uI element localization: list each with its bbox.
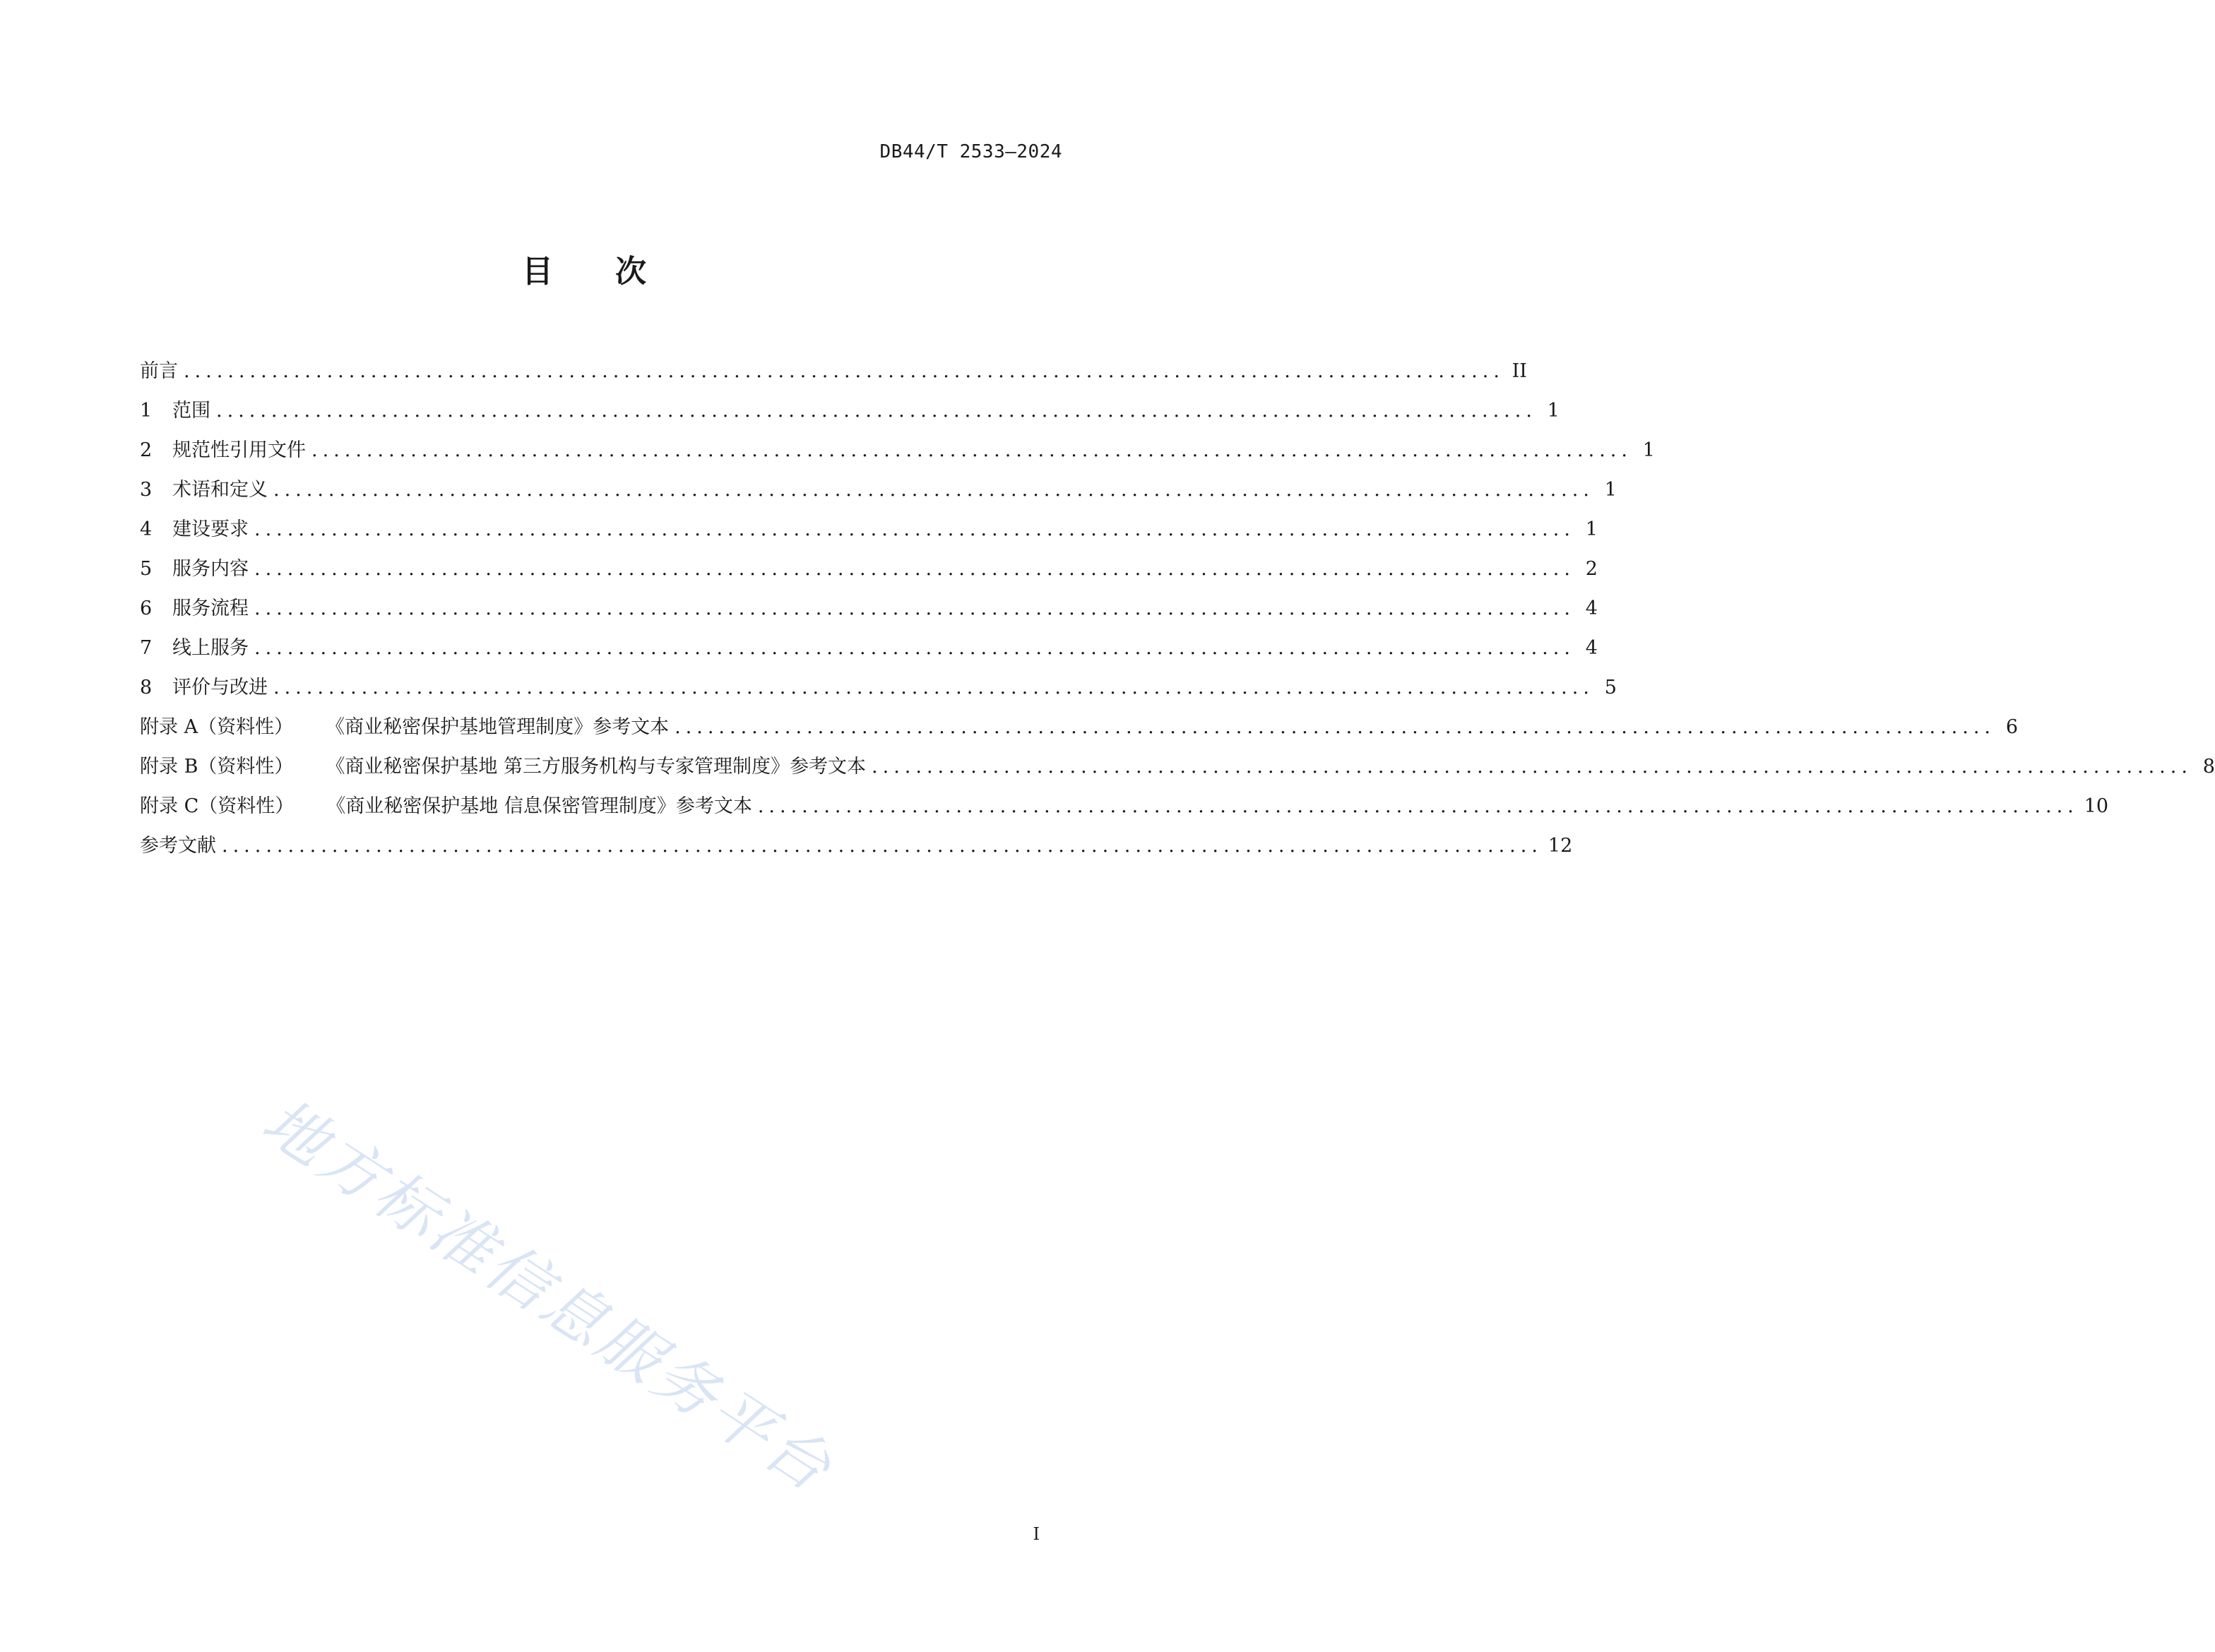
toc-page-number: 4: [1585, 637, 1598, 659]
toc-entry-number: 1: [140, 400, 153, 422]
document-code: DB44/T 2533—2024: [879, 141, 1062, 162]
toc-leader-dots: ........................................................................................................................: [872, 756, 2192, 778]
toc-page-number: 1: [1547, 400, 1560, 422]
toc-page-number: 12: [1548, 835, 1573, 857]
toc-entry-number: 3: [140, 479, 153, 501]
toc-leader-dots: ........................................................................................................................: [184, 360, 1504, 382]
toc-entry-prefix: 附录 B（资料性）: [140, 756, 294, 778]
toc-entry-service-process[interactable]: [140, 589, 1598, 629]
toc-entry-prefix: 附录 A（资料性）: [140, 716, 294, 738]
watermark: 地方标准信息服务平台: [250, 1084, 847, 1507]
toc-page-number: 4: [1585, 598, 1598, 619]
toc-entry-gap: [293, 708, 326, 747]
toc-entry-number: 8: [140, 677, 153, 699]
toc-entry-service-content[interactable]: [140, 549, 1598, 589]
toc-leader-dots: ........................................................................................................................: [311, 439, 1632, 461]
toc-page-number: 6: [2005, 716, 2018, 738]
toc-page-number: 1: [1642, 439, 1655, 461]
toc-leader-dots: ........................................................................................................................: [273, 677, 1594, 699]
toc-page-number: 8: [2202, 756, 2215, 778]
toc-entry-number: 4: [140, 518, 153, 540]
toc-entry-title: 前言: [140, 360, 178, 382]
toc-entry-terms-definitions[interactable]: [140, 470, 1617, 510]
toc-entry-number: 5: [140, 558, 153, 580]
toc-entry-title: 范围: [172, 400, 210, 422]
toc-leader-dots: ........................................................................................................................: [675, 716, 1995, 738]
toc-leader-dots: ........................................................................................................................: [254, 518, 1575, 540]
page-title: [0, 246, 1168, 291]
toc-entry-title: 《商业秘密保护基地 信息保密管理制度》参考文本: [326, 795, 752, 817]
toc-page-number: 2: [1585, 558, 1598, 580]
toc-entry-bibliography[interactable]: [140, 826, 1573, 866]
toc-entry-title: 建设要求: [172, 518, 249, 540]
toc-leader-dots: ........................................................................................................................: [222, 835, 1543, 857]
toc-entry-title: 《商业秘密保护基地管理制度》参考文本: [326, 716, 670, 738]
table-of-contents: [140, 352, 2215, 866]
toc-entry-title: 规范性引用文件: [172, 439, 306, 461]
toc-entry-title: 服务内容: [172, 558, 249, 580]
toc-page-number: II: [1512, 360, 1527, 382]
toc-entry-prefix: 附录 C（资料性）: [140, 795, 295, 817]
toc-leader-dots: ........................................................................................................................: [254, 598, 1575, 619]
toc-entry-gap: [293, 747, 326, 787]
toc-entry-title: 参考文献: [140, 835, 216, 857]
toc-entry-foreword[interactable]: [140, 352, 1527, 391]
toc-entry-number: 2: [140, 439, 153, 461]
toc-entry-title: 术语和定义: [172, 479, 268, 501]
toc-entry-appendix-a[interactable]: [140, 708, 2018, 747]
toc-leader-dots: ........................................................................................................................: [273, 479, 1594, 501]
toc-entry-evaluation-improvement[interactable]: [140, 668, 1617, 708]
page-number: I: [1033, 1524, 1040, 1544]
toc-leader-dots: ........................................................................................................................: [757, 795, 2079, 817]
toc-entry-appendix-b[interactable]: [140, 747, 2215, 787]
toc-page-number: 5: [1604, 677, 1617, 699]
toc-page-number: 10: [2084, 795, 2109, 817]
toc-leader-dots: ........................................................................................................................: [254, 637, 1575, 659]
toc-entry-title: 服务流程: [172, 598, 249, 619]
toc-entry-number: 6: [140, 598, 153, 619]
toc-entry-appendix-c[interactable]: [140, 787, 2109, 826]
toc-entry-online-service[interactable]: [140, 629, 1598, 668]
toc-entry-title: 评价与改进: [172, 677, 268, 699]
toc-leader-dots: ........................................................................................................................: [216, 400, 1537, 422]
toc-entry-scope[interactable]: [140, 391, 1560, 431]
title-char-1: 目: [522, 254, 553, 290]
toc-leader-dots: ........................................................................................................................: [254, 558, 1575, 580]
toc-entry-gap: [294, 787, 326, 826]
toc-entry-number: 7: [140, 637, 153, 659]
toc-entry-title: 线上服务: [172, 637, 249, 659]
toc-entry-title: 《商业秘密保护基地 第三方服务机构与专家管理制度》参考文本: [326, 756, 867, 778]
toc-page-number: 1: [1585, 518, 1598, 540]
toc-page-number: 1: [1604, 479, 1617, 501]
toc-entry-construction-requirements[interactable]: [140, 510, 1598, 549]
title-char-2: 次: [615, 254, 646, 290]
toc-entry-normative-references[interactable]: [140, 431, 1655, 470]
